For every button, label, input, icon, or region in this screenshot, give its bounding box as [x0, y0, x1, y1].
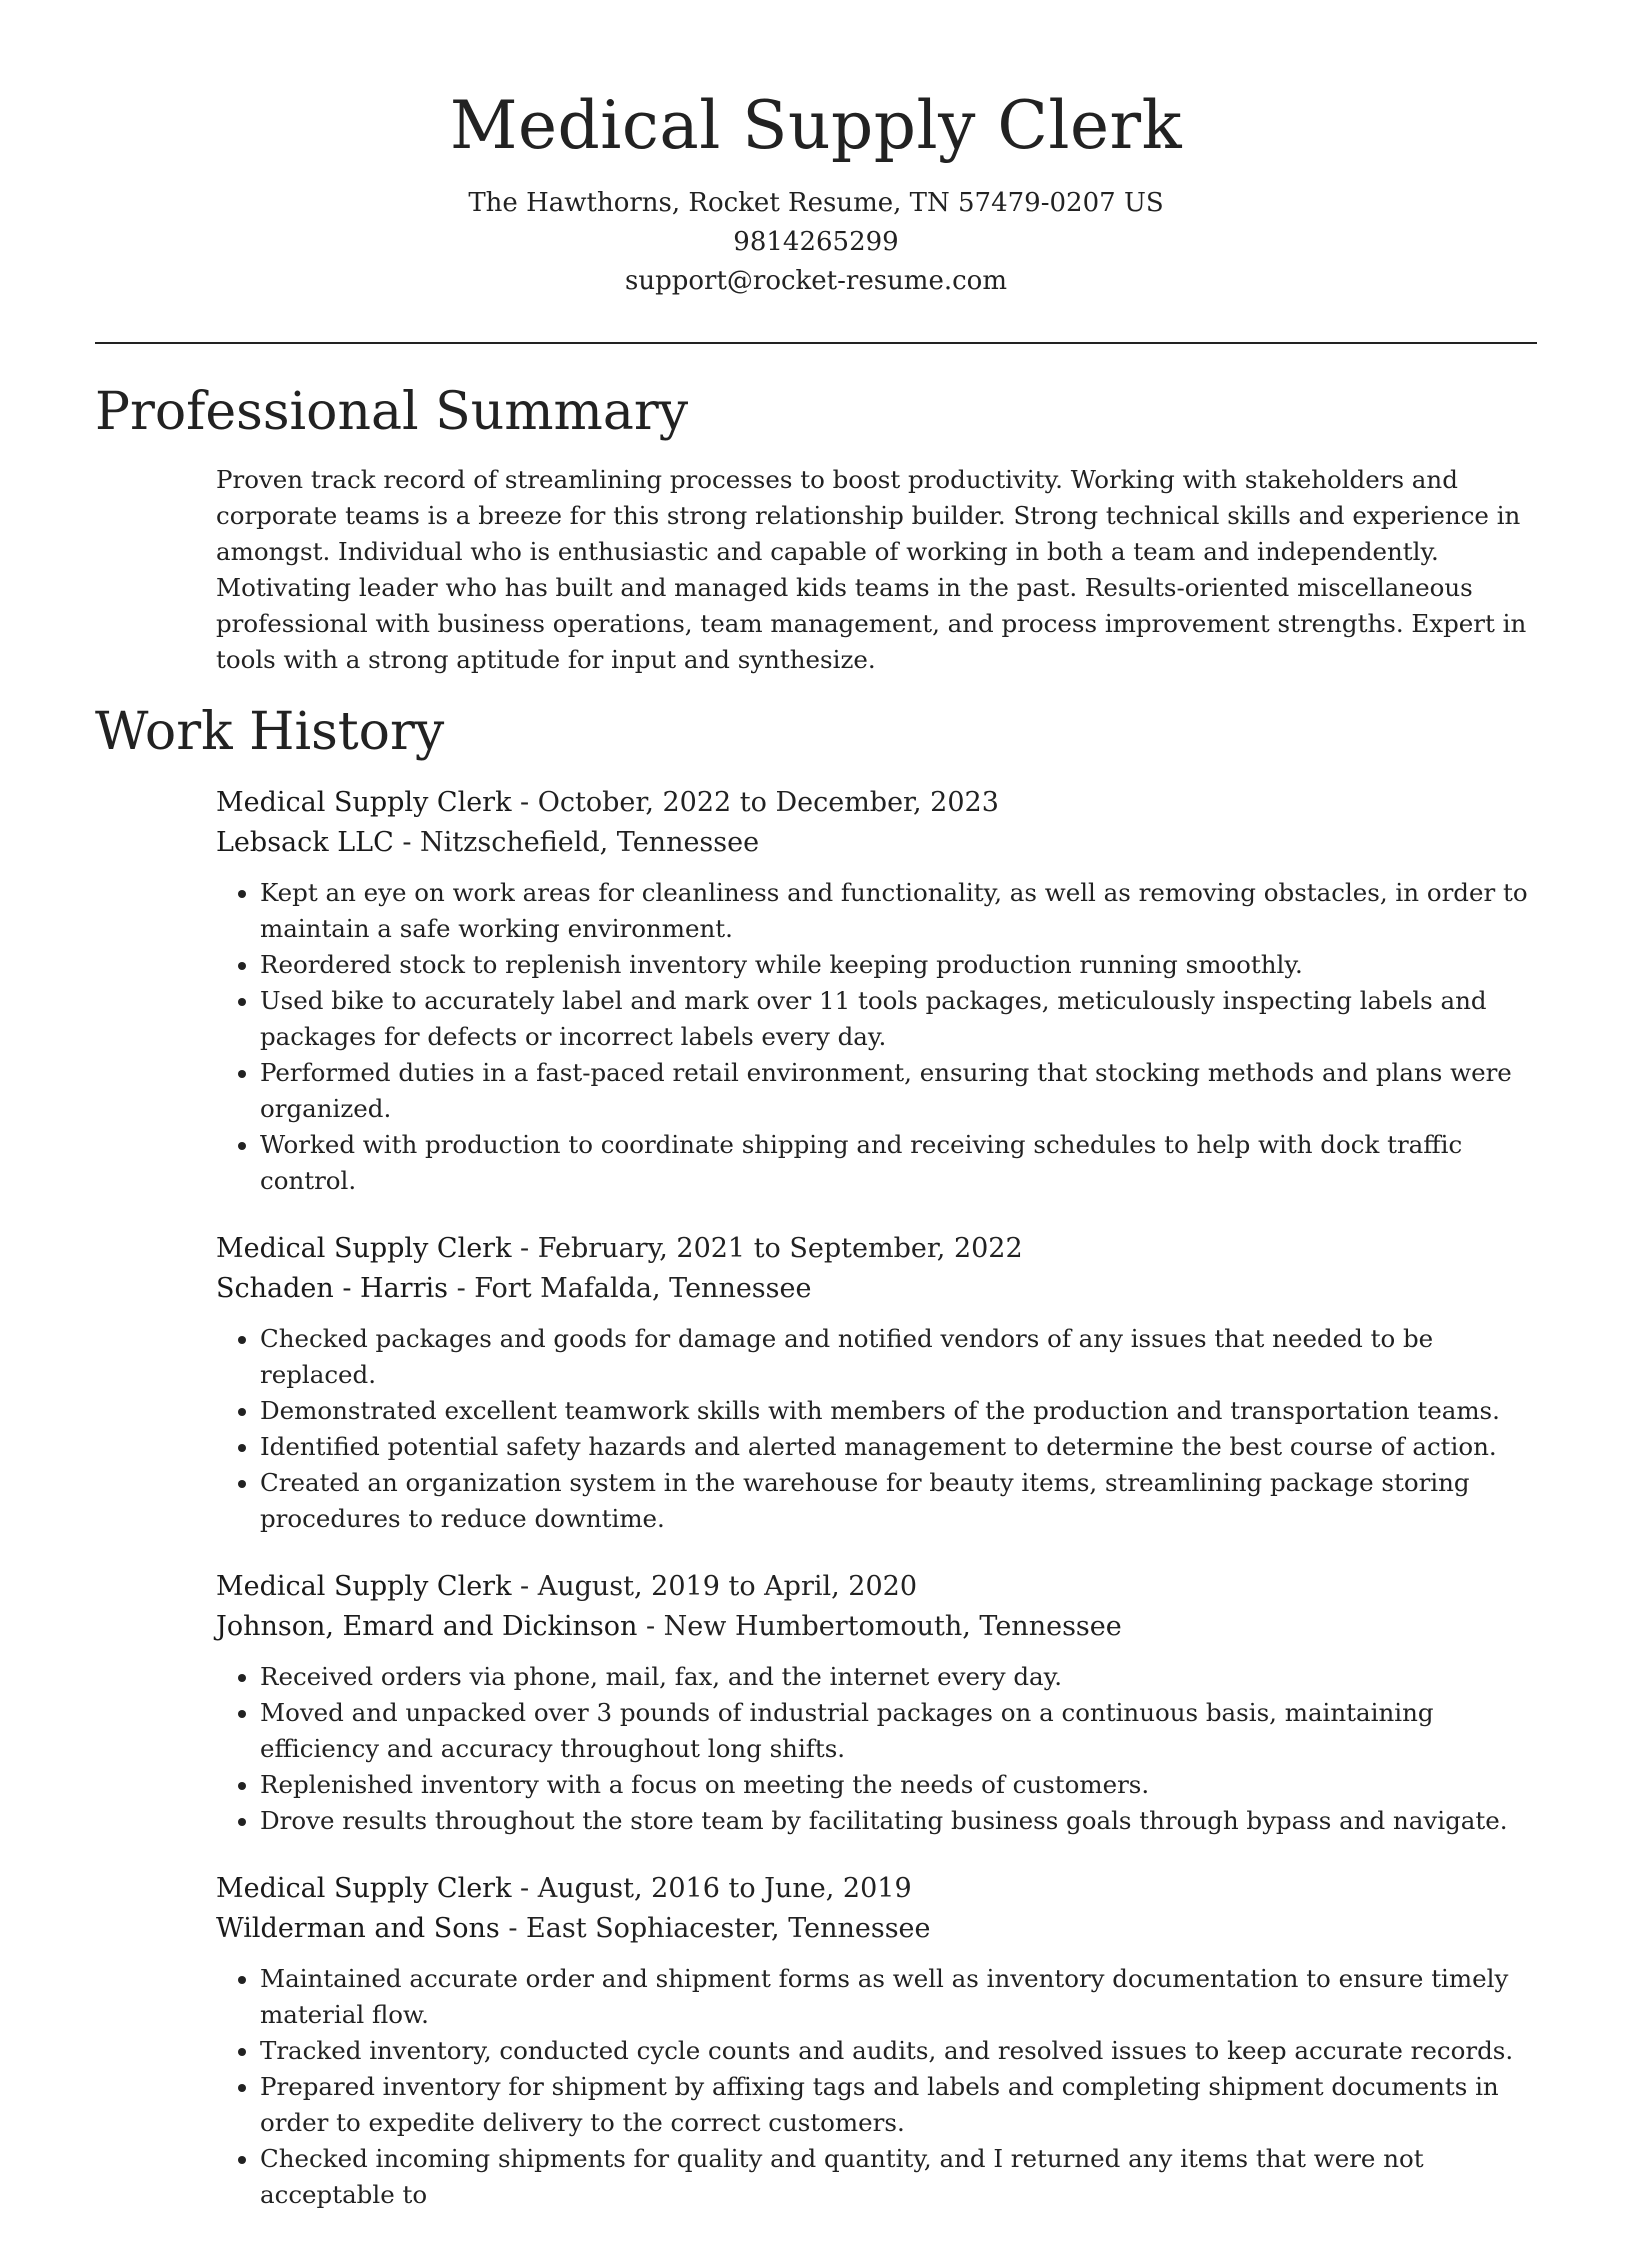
job-bullets [216, 1659, 1536, 1839]
job-bullet: • Identified potential safety hazards and alerted management to determine the best course of action. [260, 1429, 1536, 1465]
job-bullets [216, 1961, 1536, 2213]
job-entry [216, 1567, 1536, 1839]
job-bullet: • Reordered stock to replenish inventory while keeping production running smoothly. [260, 947, 1536, 983]
job-dates: August, 2016 to June, 2019 [537, 1873, 912, 1904]
job-bullet: • Checked packages and goods for damage and notified vendors of any issues that needed to be replaced. [260, 1321, 1536, 1393]
resume-header [0, 0, 1632, 301]
job-bullet: • Used bike to accurately label and mark over 11 tools packages, meticulously inspecting labels and packages for defects or incorrect labels every day. [260, 983, 1536, 1055]
job-title: Medical Supply Clerk [216, 1571, 512, 1602]
job-bullet: • Received orders via phone, mail, fax, and the internet every day. [260, 1659, 1536, 1695]
summary-heading: Professional Summary [95, 382, 689, 442]
job-bullet: • Worked with production to coordinate shipping and receiving schedules to help with dock traffic control. [260, 1127, 1536, 1199]
separator: - [511, 1873, 538, 1904]
separator: - [511, 787, 538, 818]
job-company: Wilderman and Sons [216, 1913, 500, 1944]
job-bullet: • Tracked inventory, conducted cycle counts and audits, and resolved issues to keep accurate records. [260, 2033, 1536, 2069]
address: The Hawthorns, Rocket Resume, TN 57479-0207 US [468, 188, 1164, 218]
separator: - [393, 827, 421, 858]
job-dates: October, 2022 to December, 2023 [537, 787, 999, 818]
job-location: New Humbertomouth, Tennessee [663, 1611, 1122, 1642]
job-bullet: • Checked incoming shipments for quality and quantity, and I returned any items that were not acceptable to [260, 2141, 1536, 2213]
job-title-line [216, 783, 1536, 823]
separator: - [499, 1913, 527, 1944]
contact-block [0, 184, 1632, 301]
phone: 9814265299 [733, 227, 899, 257]
work-history-heading: Work History [95, 702, 445, 762]
job-bullets [216, 875, 1536, 1199]
job-bullet: • Kept an eye on work areas for cleanliness and functionality, as well as removing obstacles, in order to maintain a safe working environment. [260, 875, 1536, 947]
job-bullets [216, 1321, 1536, 1537]
job-company-line [216, 823, 1536, 863]
job-title-line [216, 1869, 1536, 1909]
header-divider [95, 342, 1537, 344]
job-bullet: • Prepared inventory for shipment by affixing tags and labels and completing shipment documents in order to expedite delivery to the correct customers. [260, 2069, 1536, 2141]
job-company-line [216, 1909, 1536, 1949]
job-entry [216, 1869, 1536, 2213]
candidate-name: Medical Supply Clerk [449, 87, 1183, 164]
job-dates: February, 2021 to September, 2022 [537, 1233, 1023, 1264]
job-bullet: • Drove results throughout the store team by facilitating business goals through bypass and navigate. [260, 1803, 1536, 1839]
job-company: Johnson, Emard and Dickinson [216, 1611, 638, 1642]
job-title: Medical Supply Clerk [216, 787, 512, 818]
job-entry [216, 1229, 1536, 1537]
job-bullet: • Replenished inventory with a focus on meeting the needs of customers. [260, 1767, 1536, 1803]
separator: - [448, 1273, 475, 1304]
separator: - [511, 1571, 538, 1602]
job-title-line [216, 1229, 1536, 1269]
job-location: Fort Mafalda, Tennessee [474, 1273, 812, 1304]
job-company-line [216, 1607, 1536, 1647]
work-history-list [216, 783, 1536, 2243]
separator: - [511, 1233, 538, 1264]
job-bullet: • Moved and unpacked over 3 pounds of industrial packages on a continuous basis, maintaining efficiency and accuracy throughout long shifts. [260, 1695, 1536, 1767]
job-company: Lebsack LLC [216, 827, 394, 858]
email: support@rocket-resume.com [624, 266, 1007, 296]
job-location: East Sophiacester, Tennessee [526, 1913, 931, 1944]
separator: - [637, 1611, 664, 1642]
job-bullet: • Demonstrated excellent teamwork skills with members of the production and transportation teams. [260, 1393, 1536, 1429]
job-title-line [216, 1567, 1536, 1607]
job-dates: August, 2019 to April, 2020 [537, 1571, 918, 1602]
job-bullet: • Maintained accurate order and shipment forms as well as inventory documentation to ensure timely material flow. [260, 1961, 1536, 2033]
job-title: Medical Supply Clerk [216, 1873, 512, 1904]
job-company-line [216, 1269, 1536, 1309]
job-title: Medical Supply Clerk [216, 1233, 512, 1264]
job-location: Nitzschefield, Tennessee [420, 827, 760, 858]
job-company: Schaden - Harris [216, 1273, 448, 1304]
summary-text: Proven track record of streamlining processes to boost productivity. Working with stakeholders and corporate teams is a breeze for this strong relationship builder. Strong technical skills and experience in amongst. Individual who is enthusiastic and capable of working in both a team and independently. Motivating leader who has built and managed kids teams in the past. Results-oriented miscellaneous professional with business operations, team management, and process improvement strengths. Expert in tools with a strong aptitude for input and synthesize. [216, 465, 1527, 674]
job-entry [216, 783, 1536, 1199]
job-bullet: • Created an organization system in the warehouse for beauty items, streamlining package storing procedures to reduce downtime. [260, 1465, 1536, 1537]
job-bullet: • Performed duties in a fast-paced retail environment, ensuring that stocking methods and plans were organized. [260, 1055, 1536, 1127]
